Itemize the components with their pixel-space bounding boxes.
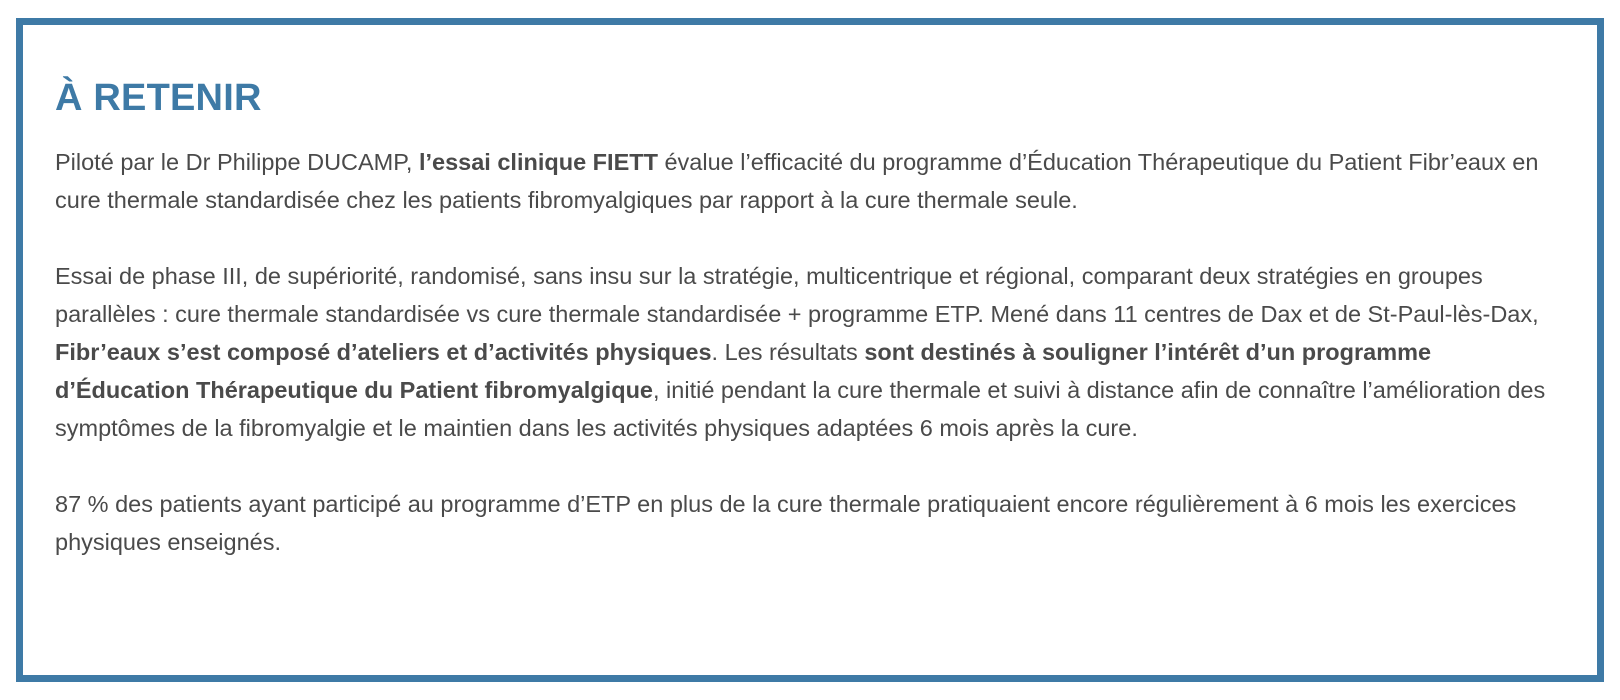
text-segment: Essai de phase III, de supériorité, randomisé, sans insu sur la stratégie, multicentrique et régional, comparant deux stratégies en groupes parallèles : cure thermale standardisée vs cure thermale standardisée + programme ETP. Mené dans 11 centres de Dax et de St-Paul-lès-Dax,	[55, 263, 1539, 327]
text-segment: évalue l’efficacité du programme d’Éducation Thérapeutique du Patient Fibr’eaux en cure thermale standardisée chez les patients fibromyalgiques par rapport à la cure thermale seule.	[55, 149, 1539, 213]
text-segment: Piloté par le Dr Philippe DUCAMP,	[55, 149, 419, 175]
bold-segment: l’essai clinique FIETT	[418, 149, 658, 175]
key-points-box	[16, 18, 1604, 682]
paragraph-trial-design	[55, 257, 1571, 447]
text-segment: . Les résultats	[711, 339, 865, 365]
box-title: À RETENIR	[55, 77, 262, 119]
bold-segment: Fibr’eaux s’est composé d’ateliers et d’activités physiques	[55, 339, 712, 365]
text-segment: , initié pendant la cure thermale et suivi à distance afin de connaître l’amélioration des symptômes de la fibromyalgie et le maintien dans les activités physiques adaptées 6 mois après la cure.	[55, 377, 1546, 441]
bold-segment: sont destinés à souligner l’intérêt d’un programme d’Éducation Thérapeutique du Patient fibromyalgique	[55, 339, 1432, 403]
paragraph-results	[55, 485, 1571, 561]
text-segment: 87 % des patients ayant participé au programme d’ETP en plus de la cure thermale pratiquaient encore régulièrement à 6 mois les exercices physiques enseignés.	[55, 491, 1517, 555]
paragraph-trial-summary	[55, 143, 1571, 219]
